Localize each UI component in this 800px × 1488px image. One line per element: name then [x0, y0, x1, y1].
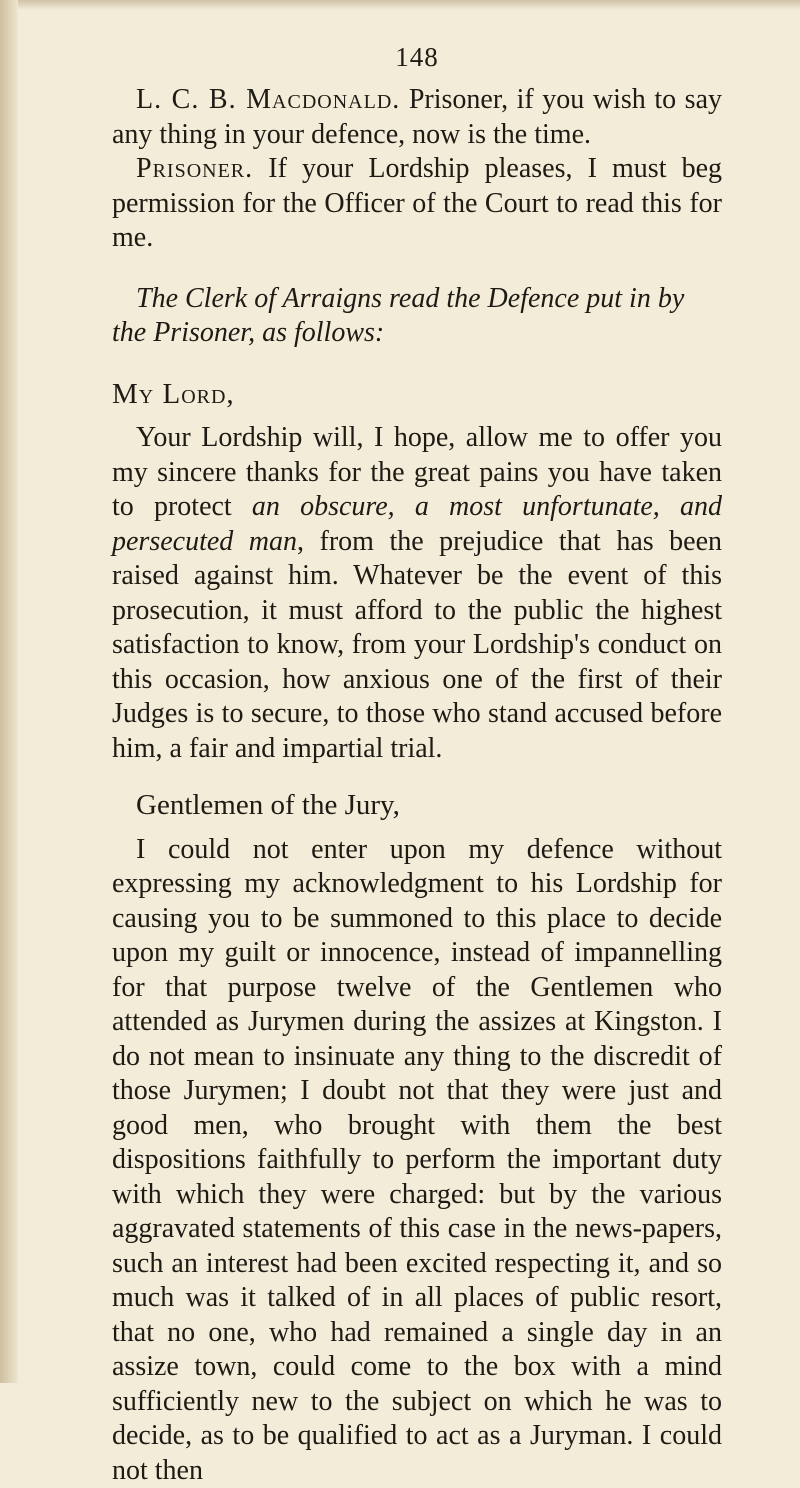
- page-body: [112, 42, 722, 1488]
- page-binding-edge: [0, 0, 18, 1383]
- speech-prisoner: [112, 152, 722, 256]
- speech-macdonald: [112, 83, 722, 152]
- page-number: 148: [112, 42, 722, 73]
- salutation-gentlemen: Gentlemen of the Jury,: [112, 788, 722, 823]
- salutation-my-lord: My Lord,: [112, 377, 722, 412]
- defence-paragraph-2: I could not enter upon my defence without expressing my acknowledgment to his Lordship for causing you to be summoned to this place to decide upon my guilt or innocence, instead of impannelling for that purpose twelve of the Gentlemen who attended as Jurymen during the assizes at Kingston. I do not mean to insinuate any thing to the discredit of those Jurymen; I doubt not that they were just and good men, who brought with them the best dispositions faithfully to perform the important duty with which they were charged: but by the various aggravated statements of this case in the news-papers, such an interest had been excited respecting it, and so much was it talked of in all places of public resort, that no one, who had remained a single day in an assize town, could come to the box with a mind sufficiently new to the subject on which he was to decide, as to be qualified to act as a Juryman. I could not then: [112, 833, 722, 1488]
- speech-text: If your Lordship pleases, I must beg permission for the Officer of the Court to read this for me.: [112, 153, 722, 253]
- paragraph-text: Your Lordship will, I hope, allow me to offer you my sincere thanks for the great pains you have taken to protect: [112, 422, 722, 522]
- paragraph-emphasis: an obscure, a most unfortunate, and persecuted man: [112, 491, 722, 557]
- stage-direction: The Clerk of Arraigns read the Defence put in by the Prisoner, as follows:: [112, 282, 722, 351]
- speaker-name: L. C. B. Macdonald.: [136, 84, 400, 115]
- speech-text: Prisoner, if you wish to say any thing in your defence, now is the time.: [112, 84, 722, 150]
- speaker-name: Prisoner.: [136, 153, 253, 184]
- paragraph-text: , from the prejudice that has been raised against him. Whatever be the event of this prosecution, it must afford to the public the highest satisfaction to know, from your Lordship's conduct on this occasion, how anxious one of the first of their Judges is to secure, to those who stand accused before him, a fair and impartial trial.: [112, 526, 722, 764]
- defence-paragraph-1: [112, 421, 722, 766]
- page-top-edge: [0, 0, 800, 10]
